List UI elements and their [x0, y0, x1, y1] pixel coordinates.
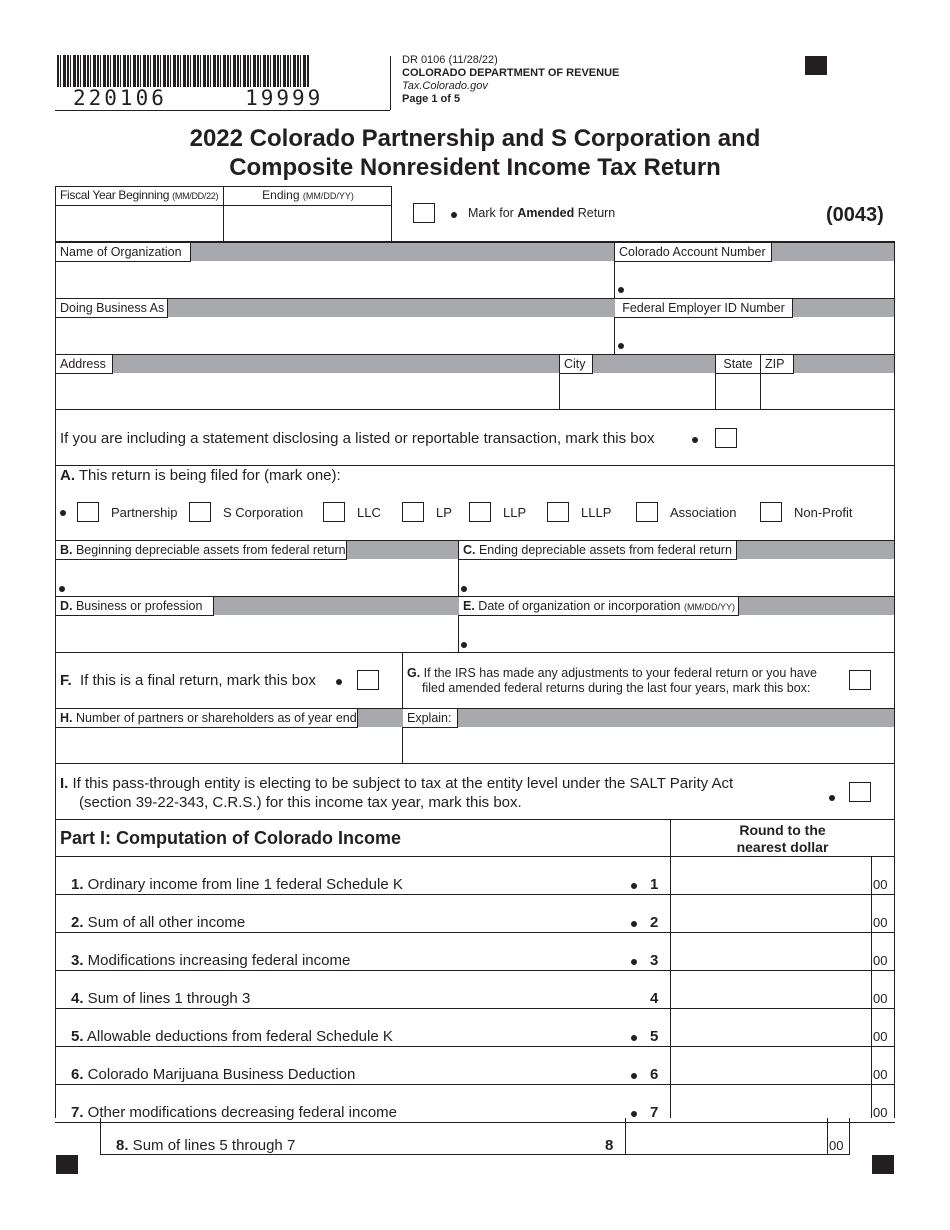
line-4-ref: 4 — [650, 990, 659, 1007]
registration-mark — [872, 1155, 894, 1174]
address-input[interactable] — [56, 374, 558, 409]
line-6-label: 6. Colorado Marijuana Business Deduction — [71, 1066, 356, 1083]
registration-mark — [56, 1155, 78, 1174]
state-input[interactable] — [716, 374, 759, 409]
date-of-organization-input[interactable] — [459, 616, 894, 652]
line-6-cents: 00 — [873, 1067, 888, 1082]
llc-checkbox[interactable] — [323, 502, 345, 522]
line-6-row — [55, 1047, 895, 1085]
line-5-label: 5. Allowable deductions from federal Schedule K — [71, 1028, 393, 1045]
line-2-amount-input[interactable] — [671, 895, 871, 931]
association-checkbox[interactable] — [636, 502, 658, 522]
line-2-cents: 00 — [873, 915, 888, 930]
page-number: Page 1 of 5 — [402, 93, 461, 105]
statement-checkbox[interactable] — [715, 428, 737, 448]
zip-input[interactable] — [761, 374, 894, 409]
line-5-ref: 5 — [650, 1028, 659, 1045]
fiscal-beginning-label: Fiscal Year Beginning (MM/DD/22) — [60, 188, 219, 202]
final-return-checkbox[interactable] — [357, 670, 379, 690]
form-info — [402, 54, 619, 106]
line-7-cents: 00 — [873, 1105, 888, 1120]
line-2-ref: 2 — [650, 914, 659, 931]
line-6-ref: 6 — [650, 1066, 659, 1083]
fiscal-beginning-input[interactable] — [56, 206, 222, 241]
fiscal-ending-input[interactable] — [224, 206, 391, 241]
line-7-label: 7. Other modifications decreasing federal income — [71, 1104, 398, 1121]
bullet-icon — [451, 212, 457, 218]
line-8-cents: 00 — [829, 1138, 844, 1153]
line-4-amount-input[interactable] — [671, 971, 871, 1007]
line-1-amount-input[interactable] — [671, 857, 871, 893]
divider — [55, 763, 895, 764]
divider — [827, 1118, 828, 1155]
section-c-label: C. Ending depreciable assets from federal return — [459, 541, 737, 560]
bullet-icon — [692, 437, 698, 443]
fiscal-ending-label: Ending (MM/DD/YY) — [262, 188, 354, 202]
amended-label: Mark for Amended Return — [468, 206, 616, 220]
bullet-icon — [631, 921, 637, 927]
divider — [55, 465, 895, 466]
line-4-cents: 00 — [873, 991, 888, 1006]
section-b-label: B. Beginning depreciable assets from federal return — [56, 541, 347, 560]
divider — [55, 819, 895, 820]
line-8-amount-input[interactable] — [626, 1118, 826, 1154]
line-3-amount-input[interactable] — [671, 933, 871, 969]
bullet-icon — [631, 1111, 637, 1117]
section-a-label: A. This return is being filed for (mark one): — [60, 467, 341, 484]
statement-label: If you are including a statement disclosing a listed or reportable transaction, mark this box — [60, 430, 655, 447]
line-5-cents: 00 — [873, 1029, 888, 1044]
option-non-profit: Non-Profit — [794, 505, 853, 520]
line-5-amount-input[interactable] — [671, 1009, 871, 1045]
amended-return-checkbox[interactable] — [413, 203, 435, 223]
line-7-ref: 7 — [650, 1104, 659, 1121]
bullet-icon — [631, 1035, 637, 1041]
barcode-underline — [55, 110, 390, 111]
zip-label: ZIP — [761, 355, 794, 374]
bullet-icon — [618, 287, 624, 293]
line-1-label: 1. Ordinary income from line 1 federal Schedule K — [71, 876, 403, 893]
bullet-icon — [461, 586, 467, 592]
irs-adjustments-checkbox[interactable] — [849, 670, 871, 690]
bullet-icon — [60, 510, 66, 516]
line-6-amount-input[interactable] — [671, 1047, 871, 1083]
explain-input[interactable] — [403, 728, 894, 763]
option-lp: LP — [436, 505, 452, 520]
form-code: (0043) — [826, 204, 884, 226]
line-1-cents: 00 — [873, 877, 888, 892]
line-4-row — [55, 971, 895, 1009]
name-of-org-label: Name of Organization — [56, 243, 191, 262]
section-f-label: F. If this is a final return, mark this box — [60, 672, 316, 689]
option-partnership: Partnership — [111, 505, 178, 520]
line-3-label: 3. Modifications increasing federal income — [71, 952, 351, 969]
state-label: State — [716, 355, 761, 374]
department: COLORADO DEPARTMENT OF REVENUE — [402, 67, 620, 79]
bullet-icon — [631, 883, 637, 889]
line-3-row — [55, 933, 895, 971]
explain-label: Explain: — [403, 709, 458, 728]
line-8-label: 8. Sum of lines 5 through 7 — [116, 1137, 296, 1154]
fein-input[interactable] — [615, 318, 894, 354]
salt-parity-checkbox[interactable] — [849, 782, 871, 802]
section-d-label: D. Business or profession — [56, 597, 214, 616]
bullet-icon — [631, 1073, 637, 1079]
lllp-checkbox[interactable] — [547, 502, 569, 522]
co-account-label: Colorado Account Number — [615, 243, 772, 262]
section-g-label: G. If the IRS has made any adjustments to your federal return or you have filed amended federal returns during the last four years, mark this box: — [407, 666, 817, 695]
ending-assets-input[interactable] — [459, 560, 894, 596]
barcode-number: 220106 19999 — [73, 86, 324, 110]
business-profession-input[interactable] — [56, 616, 457, 652]
lp-checkbox[interactable] — [402, 502, 424, 522]
beginning-assets-input[interactable] — [56, 560, 457, 596]
part1-lines — [55, 857, 895, 1123]
section-i-label: I. If this pass-through entity is electing to be subject to tax at the entity level under the SALT Parity Act (section 39-22-343, C.R.S.) for this income tax year, mark this box. — [60, 775, 734, 811]
section-h-label: H. Number of partners or shareholders as of year end — [56, 709, 358, 728]
option-association: Association — [670, 505, 737, 520]
round-header: Round to the nearest dollar — [736, 822, 829, 855]
city-input[interactable] — [560, 374, 714, 409]
page-title: 2022 Colorado Partnership and S Corporation and Composite Nonresident Income Tax Return — [189, 125, 761, 181]
line-1-row — [55, 857, 895, 895]
line-4-label: 4. Sum of lines 1 through 3 — [71, 990, 251, 1007]
address-label: Address — [56, 355, 113, 374]
partnership-checkbox[interactable] — [77, 502, 99, 522]
line-2-label: 2. Sum of all other income — [71, 914, 246, 931]
dba-label: Doing Business As — [56, 299, 168, 318]
website: Tax.Colorado.gov — [402, 80, 488, 92]
line-3-ref: 3 — [650, 952, 659, 969]
bullet-icon — [829, 795, 835, 801]
bullet-icon — [618, 343, 624, 349]
barcode — [57, 55, 309, 87]
bullet-icon — [631, 959, 637, 965]
bullet-icon — [59, 586, 65, 592]
partners-count-input[interactable] — [56, 728, 401, 763]
bullet-icon — [461, 642, 467, 648]
option-s-corporation: S Corporation — [223, 505, 304, 520]
option-llp: LLP — [503, 505, 527, 520]
bullet-icon — [336, 679, 342, 685]
dba-input[interactable] — [56, 318, 613, 354]
divider — [55, 409, 895, 410]
section-e-label: E. Date of organization or incorporation (MM/DD/YY) — [459, 597, 739, 616]
line-2-row — [55, 895, 895, 933]
part1-title: Part I: Computation of Colorado Income — [60, 828, 401, 848]
registration-mark — [805, 56, 827, 75]
line-8-ref: 8 — [605, 1137, 614, 1154]
form-id: DR 0106 (11/28/22) — [402, 54, 498, 66]
co-account-input[interactable] — [615, 262, 894, 298]
line-5-row — [55, 1009, 895, 1047]
line-3-cents: 00 — [873, 953, 888, 968]
line-7-amount-input[interactable] — [671, 1085, 871, 1121]
divider — [55, 652, 895, 653]
header-divider — [390, 56, 391, 110]
name-of-org-input[interactable] — [56, 262, 613, 298]
city-label: City — [560, 355, 593, 374]
line-1-ref: 1 — [650, 876, 659, 893]
option-lllp: LLLP — [581, 505, 612, 520]
non-profit-checkbox[interactable] — [760, 502, 782, 522]
s-corporation-checkbox[interactable] — [189, 502, 211, 522]
option-llc: LLC — [357, 505, 381, 520]
fein-label: Federal Employer ID Number — [615, 299, 793, 318]
llp-checkbox[interactable] — [469, 502, 491, 522]
